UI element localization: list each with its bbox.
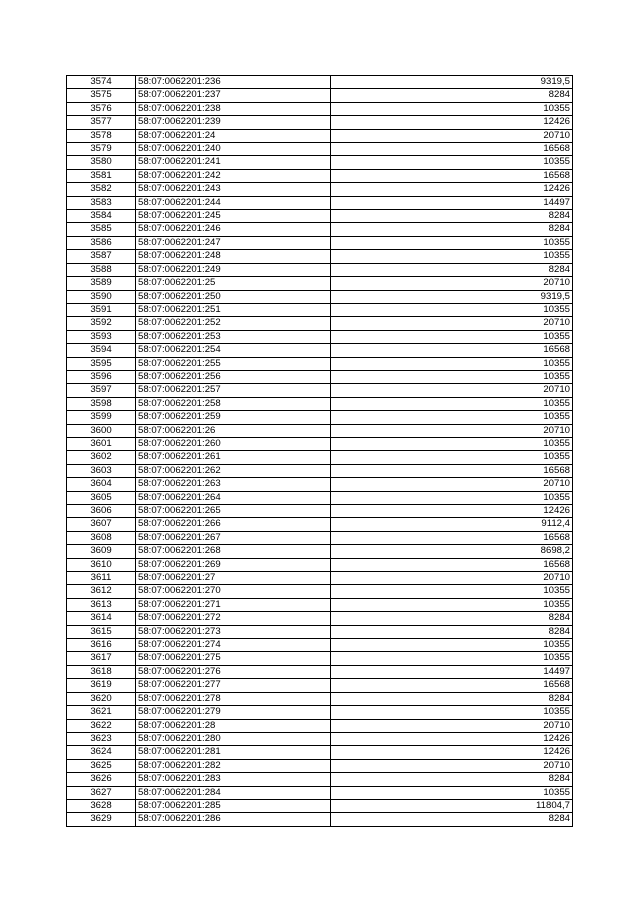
row-number-cell: 3624 [67, 746, 136, 759]
row-number-cell: 3617 [67, 652, 136, 665]
value-cell: 10355 [331, 250, 573, 263]
cadastral-number-cell: 58:07:0062201:256 [136, 370, 331, 383]
row-number-cell: 3580 [67, 156, 136, 169]
row-number-cell: 3606 [67, 505, 136, 518]
row-number-cell: 3601 [67, 437, 136, 450]
cadastral-number-cell: 58:07:0062201:243 [136, 183, 331, 196]
value-cell: 10355 [331, 585, 573, 598]
value-cell: 8284 [331, 813, 573, 826]
value-cell: 10355 [331, 639, 573, 652]
table-row [67, 665, 573, 678]
row-number-cell: 3576 [67, 102, 136, 115]
value-cell: 16568 [331, 169, 573, 182]
row-number-cell: 3598 [67, 397, 136, 410]
row-number-cell: 3607 [67, 518, 136, 531]
cadastral-number-cell: 58:07:0062201:261 [136, 451, 331, 464]
row-number-cell: 3604 [67, 478, 136, 491]
value-cell: 10355 [331, 437, 573, 450]
row-number-cell: 3626 [67, 773, 136, 786]
table-row [67, 277, 573, 290]
cadastral-number-cell: 58:07:0062201:24 [136, 129, 331, 142]
cadastral-number-cell: 58:07:0062201:263 [136, 478, 331, 491]
cadastral-number-cell: 58:07:0062201:280 [136, 732, 331, 745]
cadastral-number-cell: 58:07:0062201:271 [136, 598, 331, 611]
table-row [67, 625, 573, 638]
value-cell: 20710 [331, 384, 573, 397]
table-row [67, 384, 573, 397]
value-cell: 10355 [331, 156, 573, 169]
value-cell: 10355 [331, 357, 573, 370]
table-row [67, 156, 573, 169]
row-number-cell: 3590 [67, 290, 136, 303]
value-cell: 8284 [331, 625, 573, 638]
row-number-cell: 3621 [67, 706, 136, 719]
cadastral-number-cell: 58:07:0062201:257 [136, 384, 331, 397]
cadastral-number-cell: 58:07:0062201:28 [136, 719, 331, 732]
table-row [67, 370, 573, 383]
table-row [67, 518, 573, 531]
cadastral-number-cell: 58:07:0062201:266 [136, 518, 331, 531]
cadastral-number-cell: 58:07:0062201:245 [136, 210, 331, 223]
row-number-cell: 3591 [67, 303, 136, 316]
cadastral-number-cell: 58:07:0062201:279 [136, 706, 331, 719]
row-number-cell: 3581 [67, 169, 136, 182]
table-row [67, 344, 573, 357]
row-number-cell: 3615 [67, 625, 136, 638]
cadastral-number-cell: 58:07:0062201:278 [136, 692, 331, 705]
table-row [67, 679, 573, 692]
value-cell: 8284 [331, 263, 573, 276]
cadastral-number-cell: 58:07:0062201:286 [136, 813, 331, 826]
cadastral-number-cell: 58:07:0062201:258 [136, 397, 331, 410]
cadastral-number-cell: 58:07:0062201:284 [136, 786, 331, 799]
table-row [67, 183, 573, 196]
table-row [67, 290, 573, 303]
cadastral-number-cell: 58:07:0062201:239 [136, 116, 331, 129]
row-number-cell: 3599 [67, 411, 136, 424]
table-row [67, 317, 573, 330]
cadastral-number-cell: 58:07:0062201:283 [136, 773, 331, 786]
cadastral-number-cell: 58:07:0062201:255 [136, 357, 331, 370]
row-number-cell: 3584 [67, 210, 136, 223]
value-cell: 12426 [331, 183, 573, 196]
cadastral-number-cell: 58:07:0062201:238 [136, 102, 331, 115]
value-cell: 10355 [331, 370, 573, 383]
table-row [67, 210, 573, 223]
table-row [67, 89, 573, 102]
table-row [67, 437, 573, 450]
table-row [67, 612, 573, 625]
row-number-cell: 3602 [67, 451, 136, 464]
row-number-cell: 3611 [67, 572, 136, 585]
table-row [67, 759, 573, 772]
cadastral-number-cell: 58:07:0062201:277 [136, 679, 331, 692]
row-number-cell: 3627 [67, 786, 136, 799]
table-body [67, 76, 573, 827]
row-number-cell: 3605 [67, 491, 136, 504]
row-number-cell: 3612 [67, 585, 136, 598]
row-number-cell: 3597 [67, 384, 136, 397]
value-cell: 8284 [331, 773, 573, 786]
table-row [67, 491, 573, 504]
table-row [67, 303, 573, 316]
value-cell: 8284 [331, 223, 573, 236]
data-table [66, 75, 573, 827]
row-number-cell: 3614 [67, 612, 136, 625]
table-row [67, 143, 573, 156]
value-cell: 10355 [331, 786, 573, 799]
value-cell: 16568 [331, 558, 573, 571]
table-row [67, 799, 573, 812]
cadastral-number-cell: 58:07:0062201:27 [136, 572, 331, 585]
row-number-cell: 3620 [67, 692, 136, 705]
value-cell: 8284 [331, 612, 573, 625]
row-number-cell: 3600 [67, 424, 136, 437]
table-row [67, 558, 573, 571]
cadastral-number-cell: 58:07:0062201:275 [136, 652, 331, 665]
table-row [67, 719, 573, 732]
row-number-cell: 3622 [67, 719, 136, 732]
value-cell: 10355 [331, 411, 573, 424]
table-row [67, 236, 573, 249]
row-number-cell: 3585 [67, 223, 136, 236]
row-number-cell: 3582 [67, 183, 136, 196]
table-row [67, 250, 573, 263]
cadastral-number-cell: 58:07:0062201:282 [136, 759, 331, 772]
row-number-cell: 3594 [67, 344, 136, 357]
row-number-cell: 3619 [67, 679, 136, 692]
value-cell: 10355 [331, 303, 573, 316]
value-cell: 11804,7 [331, 799, 573, 812]
value-cell: 20710 [331, 719, 573, 732]
row-number-cell: 3616 [67, 639, 136, 652]
value-cell: 10355 [331, 451, 573, 464]
table-row [67, 505, 573, 518]
table-row [67, 464, 573, 477]
table-row [67, 76, 573, 89]
value-cell: 20710 [331, 317, 573, 330]
cadastral-number-cell: 58:07:0062201:236 [136, 76, 331, 89]
table-row [67, 424, 573, 437]
cadastral-number-cell: 58:07:0062201:250 [136, 290, 331, 303]
row-number-cell: 3625 [67, 759, 136, 772]
cadastral-number-cell: 58:07:0062201:262 [136, 464, 331, 477]
value-cell: 20710 [331, 277, 573, 290]
value-cell: 8284 [331, 692, 573, 705]
table-row [67, 102, 573, 115]
row-number-cell: 3592 [67, 317, 136, 330]
table-row [67, 746, 573, 759]
row-number-cell: 3575 [67, 89, 136, 102]
row-number-cell: 3586 [67, 236, 136, 249]
cadastral-number-cell: 58:07:0062201:265 [136, 505, 331, 518]
cadastral-number-cell: 58:07:0062201:270 [136, 585, 331, 598]
row-number-cell: 3608 [67, 531, 136, 544]
value-cell: 10355 [331, 706, 573, 719]
table-row [67, 786, 573, 799]
value-cell: 20710 [331, 572, 573, 585]
value-cell: 16568 [331, 531, 573, 544]
table-row [67, 706, 573, 719]
cadastral-number-cell: 58:07:0062201:237 [136, 89, 331, 102]
cadastral-number-cell: 58:07:0062201:242 [136, 169, 331, 182]
table-row [67, 598, 573, 611]
value-cell: 9112,4 [331, 518, 573, 531]
value-cell: 16568 [331, 679, 573, 692]
value-cell: 14497 [331, 196, 573, 209]
table-row [67, 545, 573, 558]
cadastral-number-cell: 58:07:0062201:241 [136, 156, 331, 169]
value-cell: 10355 [331, 652, 573, 665]
table-row [67, 652, 573, 665]
cadastral-number-cell: 58:07:0062201:274 [136, 639, 331, 652]
row-number-cell: 3613 [67, 598, 136, 611]
table-row [67, 196, 573, 209]
cadastral-number-cell: 58:07:0062201:244 [136, 196, 331, 209]
row-number-cell: 3588 [67, 263, 136, 276]
cadastral-number-cell: 58:07:0062201:253 [136, 330, 331, 343]
row-number-cell: 3574 [67, 76, 136, 89]
cadastral-number-cell: 58:07:0062201:272 [136, 612, 331, 625]
cadastral-number-cell: 58:07:0062201:249 [136, 263, 331, 276]
table-row [67, 773, 573, 786]
row-number-cell: 3578 [67, 129, 136, 142]
value-cell: 8284 [331, 89, 573, 102]
row-number-cell: 3623 [67, 732, 136, 745]
cadastral-number-cell: 58:07:0062201:247 [136, 236, 331, 249]
table-row [67, 478, 573, 491]
row-number-cell: 3618 [67, 665, 136, 678]
table-row [67, 531, 573, 544]
cadastral-number-cell: 58:07:0062201:269 [136, 558, 331, 571]
value-cell: 12426 [331, 746, 573, 759]
table-row [67, 169, 573, 182]
value-cell: 10355 [331, 397, 573, 410]
row-number-cell: 3583 [67, 196, 136, 209]
cadastral-number-cell: 58:07:0062201:273 [136, 625, 331, 638]
value-cell: 20710 [331, 424, 573, 437]
table-row [67, 129, 573, 142]
cadastral-number-cell: 58:07:0062201:285 [136, 799, 331, 812]
cadastral-number-cell: 58:07:0062201:259 [136, 411, 331, 424]
value-cell: 20710 [331, 478, 573, 491]
cadastral-number-cell: 58:07:0062201:26 [136, 424, 331, 437]
cadastral-number-cell: 58:07:0062201:25 [136, 277, 331, 290]
cadastral-number-cell: 58:07:0062201:260 [136, 437, 331, 450]
value-cell: 16568 [331, 344, 573, 357]
row-number-cell: 3603 [67, 464, 136, 477]
cadastral-number-cell: 58:07:0062201:267 [136, 531, 331, 544]
table-row [67, 813, 573, 826]
table-row [67, 585, 573, 598]
row-number-cell: 3577 [67, 116, 136, 129]
value-cell: 12426 [331, 116, 573, 129]
cadastral-number-cell: 58:07:0062201:246 [136, 223, 331, 236]
cadastral-number-cell: 58:07:0062201:254 [136, 344, 331, 357]
value-cell: 9319,5 [331, 290, 573, 303]
cadastral-number-cell: 58:07:0062201:281 [136, 746, 331, 759]
table-row [67, 357, 573, 370]
table-row [67, 692, 573, 705]
value-cell: 10355 [331, 102, 573, 115]
table-row [67, 330, 573, 343]
table-row [67, 411, 573, 424]
row-number-cell: 3579 [67, 143, 136, 156]
cadastral-number-cell: 58:07:0062201:268 [136, 545, 331, 558]
cadastral-number-cell: 58:07:0062201:252 [136, 317, 331, 330]
cadastral-number-cell: 58:07:0062201:248 [136, 250, 331, 263]
table-row [67, 639, 573, 652]
row-number-cell: 3589 [67, 277, 136, 290]
row-number-cell: 3595 [67, 357, 136, 370]
value-cell: 20710 [331, 129, 573, 142]
row-number-cell: 3587 [67, 250, 136, 263]
row-number-cell: 3609 [67, 545, 136, 558]
cadastral-number-cell: 58:07:0062201:264 [136, 491, 331, 504]
row-number-cell: 3610 [67, 558, 136, 571]
value-cell: 20710 [331, 759, 573, 772]
row-number-cell: 3629 [67, 813, 136, 826]
value-cell: 14497 [331, 665, 573, 678]
value-cell: 10355 [331, 236, 573, 249]
value-cell: 9319,5 [331, 76, 573, 89]
row-number-cell: 3593 [67, 330, 136, 343]
value-cell: 16568 [331, 143, 573, 156]
value-cell: 8698,2 [331, 545, 573, 558]
cadastral-number-cell: 58:07:0062201:276 [136, 665, 331, 678]
cadastral-number-cell: 58:07:0062201:251 [136, 303, 331, 316]
table-row [67, 451, 573, 464]
row-number-cell: 3628 [67, 799, 136, 812]
table-row [67, 116, 573, 129]
table-row [67, 397, 573, 410]
value-cell: 8284 [331, 210, 573, 223]
table-row [67, 223, 573, 236]
row-number-cell: 3596 [67, 370, 136, 383]
table-row [67, 572, 573, 585]
value-cell: 12426 [331, 732, 573, 745]
value-cell: 12426 [331, 505, 573, 518]
table-row [67, 732, 573, 745]
value-cell: 10355 [331, 330, 573, 343]
table-row [67, 263, 573, 276]
value-cell: 10355 [331, 598, 573, 611]
value-cell: 16568 [331, 464, 573, 477]
value-cell: 10355 [331, 491, 573, 504]
cadastral-number-cell: 58:07:0062201:240 [136, 143, 331, 156]
